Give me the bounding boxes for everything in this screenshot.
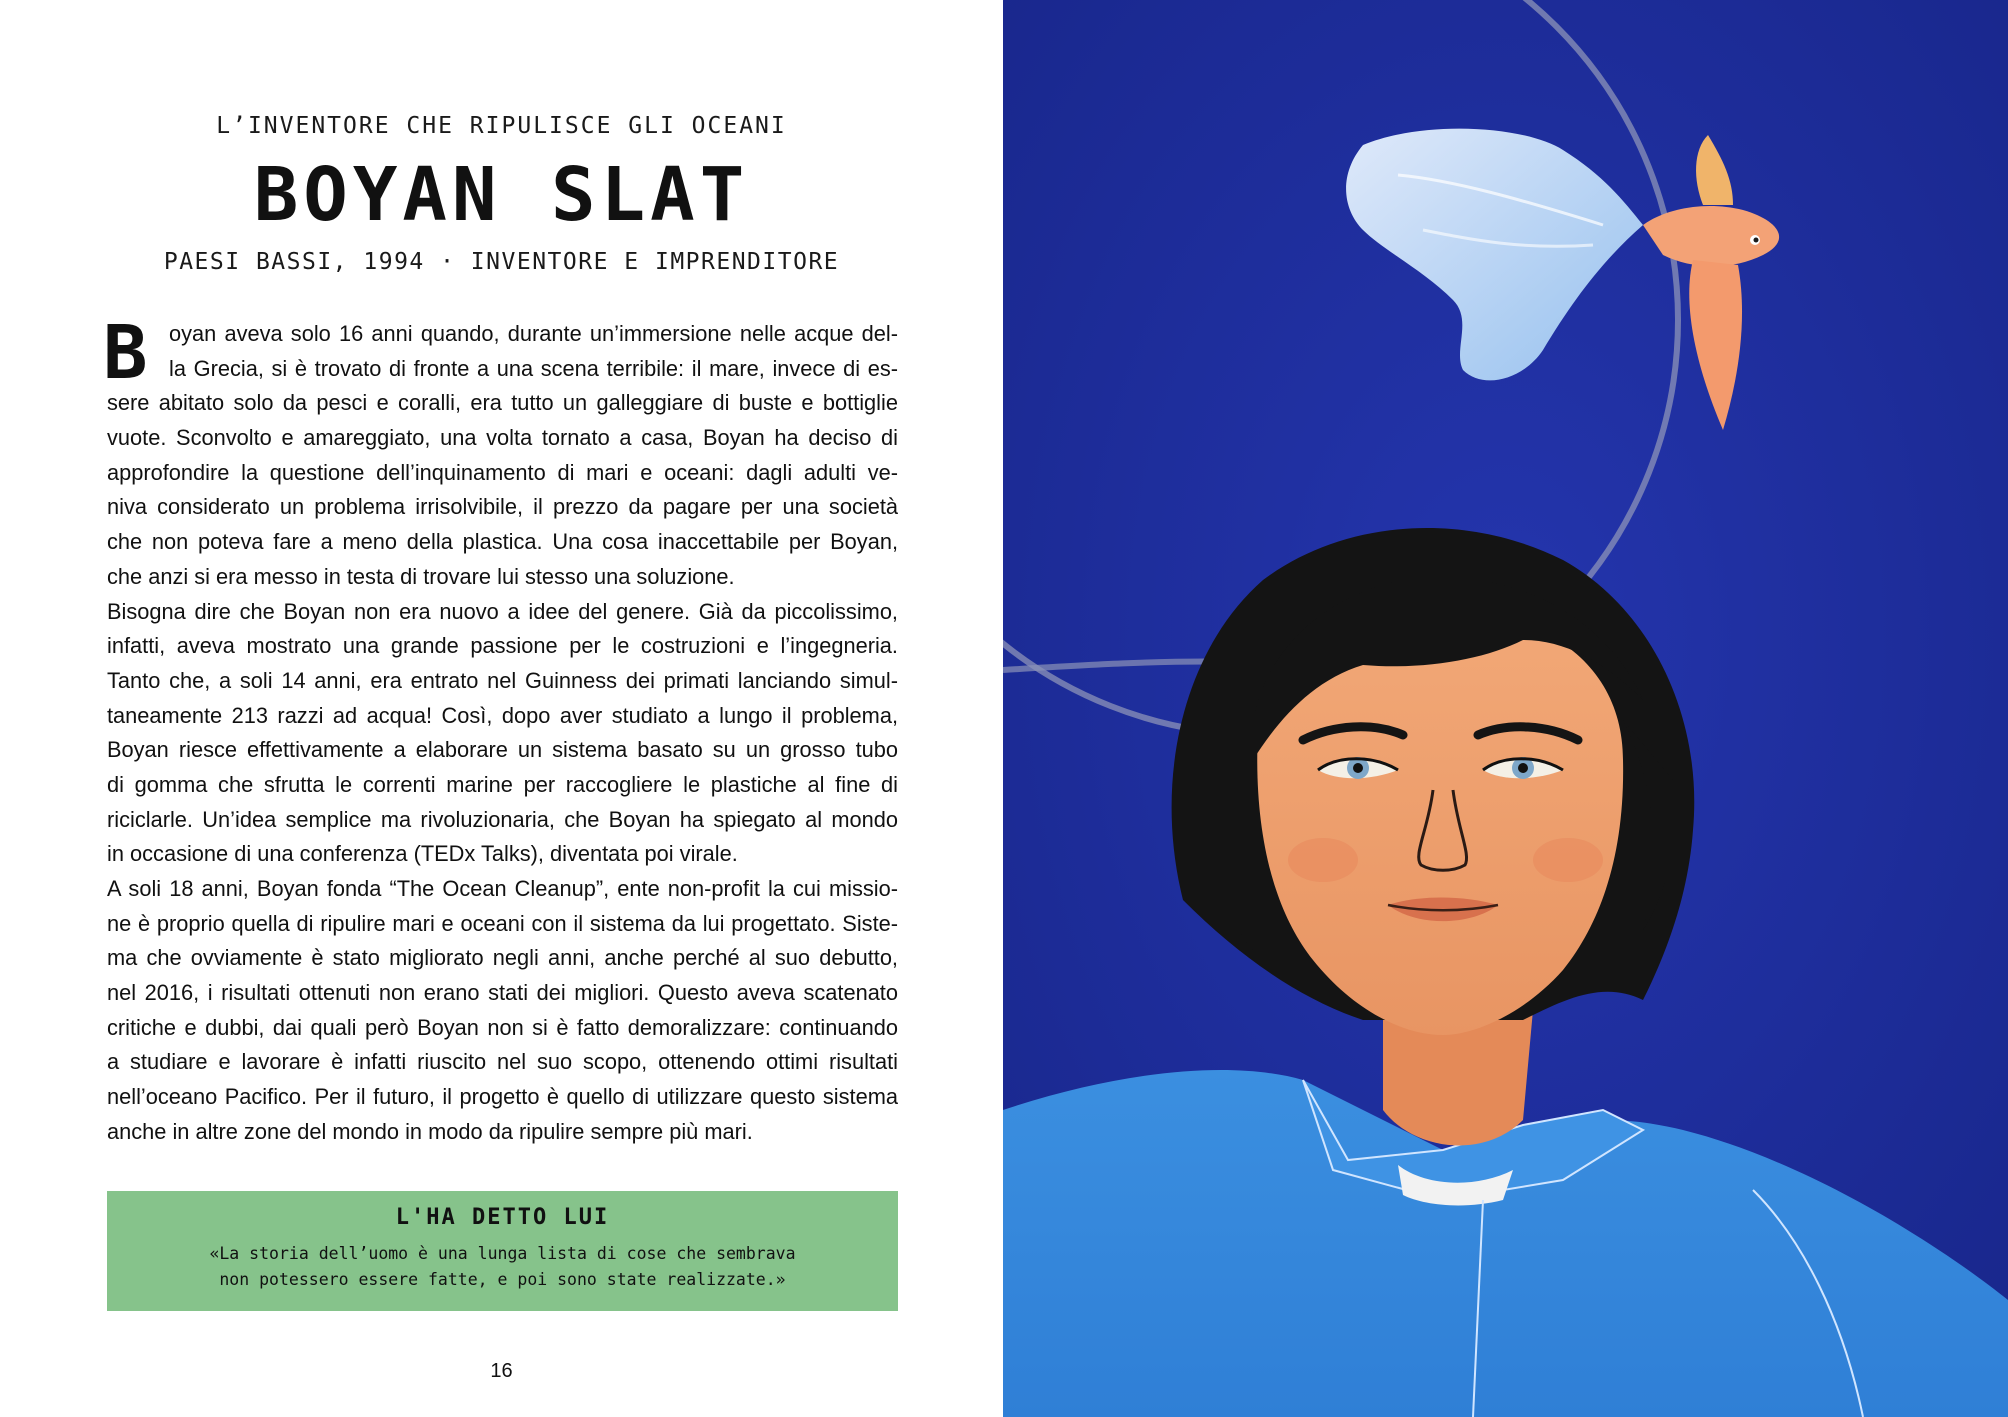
biography-text <box>107 317 898 1150</box>
text-line: in occasione di una conferenza (TEDx Talks), diventata poi virale. <box>107 841 738 867</box>
person-meta: PAESI BASSI, 1994 · INVENTORE E IMPRENDITORE <box>163 249 840 275</box>
text-line: anche in altre zone del mondo in modo da ripulire sempre più mari. <box>107 1118 753 1144</box>
text-line: oyan aveva solo 16 anni quando, durante un’immersione nelle acque del- <box>169 321 898 346</box>
quote-line: «La storia dell’uomo è una lunga lista di cose che sembrava <box>209 1244 796 1263</box>
illustration-page <box>1003 0 2008 1417</box>
article-kicker: L’INVENTORE CHE RIPULISCE GLI OCEANI <box>216 113 787 139</box>
text-line: la Grecia, si è trovato di fronte a una scena terribile: il mare, invece di es- <box>169 355 898 381</box>
text-line: Tanto che, a soli 14 anni, era entrato nel Guinness dei primati lanciando simul- <box>107 667 898 693</box>
text-line: Bisogna dire che Boyan non era nuovo a idee del genere. Già da piccolissimo, <box>107 598 898 624</box>
text-line: approfondire la questione dell’inquinamento di mari e oceani: dagli adulti ve- <box>107 459 898 485</box>
text-line: critiche e dubbi, dai quali però Boyan non si è fatto demoralizzare: continuando <box>107 1014 898 1040</box>
text-line: che non poteva fare a meno della plastica. Una cosa inaccettabile per Boyan, <box>107 529 898 555</box>
text-line: di gomma che sfrutta le correnti marine per raccogliere le plastiche al fine di <box>107 771 898 797</box>
left-page <box>0 0 1003 1417</box>
text-line: A soli 18 anni, Boyan fonda “The Ocean Cleanup”, ente non-profit la cui missio- <box>107 876 898 901</box>
text-line: nell’oceano Pacifico. Per il futuro, il progetto è quello di utilizzare questo sistema <box>107 1084 898 1110</box>
text-line: niva considerato un problema irrisolvibile, il prezzo da pagare per una società <box>107 494 898 520</box>
text-line: a studiare e lavorare è infatti riuscito nel suo scopo, ottenendo ottimi risultati <box>107 1049 898 1075</box>
drop-cap: B <box>103 310 148 396</box>
text-line: sere abitato solo da pesci e coralli, era tutto un galleggiare di buste e bottiglie <box>107 390 898 416</box>
text-line: infatti, aveva mostrato una grande passione per le costruzioni e l’ingegneria. <box>107 633 898 659</box>
text-line: taneamente 213 razzi ad acqua! Così, dopo aver studiato a lungo il problema, <box>107 702 898 728</box>
text-line: che anzi si era messo in testa di trovare lui stesso una soluzione. <box>107 563 735 589</box>
text-line: Boyan riesce effettivamente a elaborare un sistema basato su un grosso tubo <box>107 737 898 763</box>
text-line: ma che ovviamente è stato migliorato negli anni, anche perché al suo debutto, <box>107 945 898 971</box>
quote-line: non potessero essere fatte, e poi sono state realizzate.» <box>219 1270 786 1289</box>
text-line: vuote. Sconvolto e amareggiato, una volta tornato a casa, Boyan ha deciso di <box>107 425 898 451</box>
text-line: nel 2016, i risultati ottenuti non erano stati dei migliori. Questo aveva scatenato <box>107 980 898 1006</box>
portrait-illustration <box>1003 0 2008 1417</box>
quote-title: L'HA DETTO LUI <box>395 1205 610 1230</box>
quote-box <box>107 1191 898 1311</box>
text-line: riciclarle. Un’idea semplice ma rivoluzionaria, che Boyan ha spiegato al mondo <box>107 806 898 832</box>
text-line: ne è proprio quella di ripulire mari e oceani con il sistema da lui progettato. Siste- <box>107 910 898 936</box>
person-name-title: BOYAN SLAT <box>253 152 750 238</box>
page-number: 16 <box>490 1360 513 1382</box>
